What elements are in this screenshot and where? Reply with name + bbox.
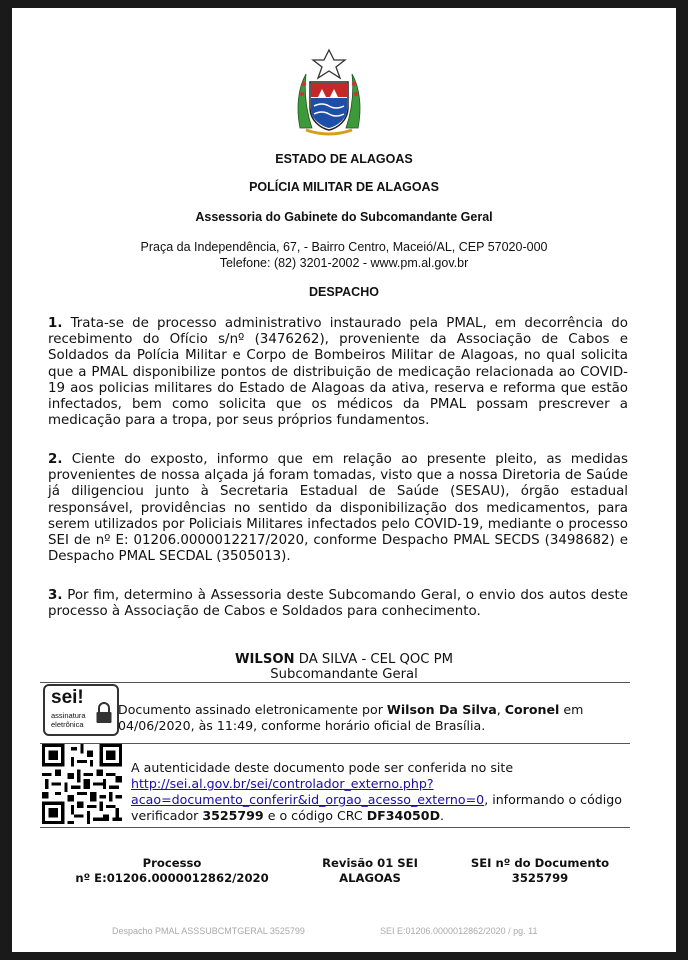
- signer-role: Subcomandante Geral: [270, 667, 418, 682]
- footer-document-number: SEI nº do Documento 3525799: [470, 856, 610, 885]
- paragraph-text: Ciente do exposto, informo que em relação ao presente pleito, as medidas provenientes de nossa alçada já foram tomadas, visto que a nossa Diretoria de Saúde já diligenciou junto à Secretaria Estadual de Saúde (SESAU), órgão estadual responsável, providências no sentido da disponibilização dos medicamentos, para serem utilizados por Policiais Militares infectados pelo COVID-19, mediante o processo SEI de nº E: 01206.0000012217/2020, conforme Despacho PMAL SECDS (3498682) e Despacho PMAL SECDAL (3505013).: [48, 452, 628, 565]
- paragraph-number: 2.: [48, 452, 63, 467]
- doc-type-title: DESPACHO: [309, 285, 379, 299]
- auth-url-1[interactable]: [131, 776, 434, 792]
- paragraph-2: [48, 452, 628, 565]
- page-footer-right: SEI E:01206.0000012862/2020 / pg. 11: [380, 926, 538, 936]
- paragraph-3: [48, 588, 628, 620]
- signer-name: WILSON DA SILVA - CEL QOC PM: [234, 652, 453, 667]
- lock-icon: [95, 702, 113, 724]
- state-title: ESTADO DE ALAGOAS: [275, 152, 413, 166]
- paragraph-text: Por fim, determino à Assessoria deste Subcomando Geral, o envio dos autos deste processo à Associação de Cabos e Soldados para conhecimento.: [48, 588, 628, 620]
- crc-code: DF34050D: [366, 808, 441, 823]
- verifier-code: 3525799: [202, 808, 264, 823]
- footer-process: Processo nº E:01206.0000012862/2020: [75, 856, 269, 885]
- footer-revision: Revisão 01 SEI ALAGOAS: [322, 856, 418, 885]
- org-title: POLÍCIA MILITAR DE ALAGOAS: [249, 180, 439, 194]
- page-footer-left: Despacho PMAL ASSSUBCMTGERAL 3525799: [112, 926, 305, 936]
- auth-code-line: verificador 3525799 e o código CRC DF34050D.: [131, 808, 445, 823]
- paragraph-number: 1.: [48, 316, 63, 331]
- paragraph-text: Trata-se de processo administrativo instaurado pela PMAL, em decorrência do recebimento do Ofício s/nº (3476262), proveniente da Associação de Cabos e Soldados da Polícia Militar e Corpo de Bombeiros Militar de Alagoas, no qual solicita que a PMAL disponibilize pontos de distribuição de medicação relacionada ao COVID-19 aos policias militares do Estado de Alagoas da ativa, reserva e reforma que estão infectados, bem como solicita que os médicos da PMAL possam prescrever a medicação para a tropa, por seus próprios fundamentos.: [48, 316, 628, 429]
- dept-title: Assessoria do Gabinete do Subcomandante Geral: [195, 210, 493, 224]
- address-line: Praça da Independência, 67, - Bairro Centro, Maceió/AL, CEP 57020-000: [140, 240, 548, 254]
- auth-url-2: acao=documento_conferir&id_orgao_acesso_externo=0, informando o código: [131, 792, 622, 807]
- paragraph-number: 3.: [48, 588, 63, 603]
- alagoas-coat-of-arms-icon: [292, 48, 366, 136]
- phone-line: Telefone: (82) 3201-2002 - www.pm.al.gov.br: [219, 256, 469, 270]
- verify-link[interactable]: http://sei.al.gov.br/sei/controlador_externo.php?: [131, 776, 434, 791]
- signed-line-2: 04/06/2020, às 11:49, conforme horário oficial de Brasília.: [118, 718, 486, 733]
- sei-logo: sei! assinatura eletrônica: [43, 684, 119, 736]
- verify-link-cont[interactable]: acao=documento_conferir&id_orgao_acesso_externo=0: [131, 792, 485, 807]
- auth-line-1: A autenticidade deste documento pode ser conferida no site: [131, 760, 514, 775]
- paragraph-1: [48, 316, 628, 429]
- auth-divider: [40, 827, 630, 828]
- qr-code-icon: [42, 744, 122, 824]
- signed-line-1: Documento assinado eletronicamente por Wilson Da Silva, Coronel em: [118, 702, 584, 717]
